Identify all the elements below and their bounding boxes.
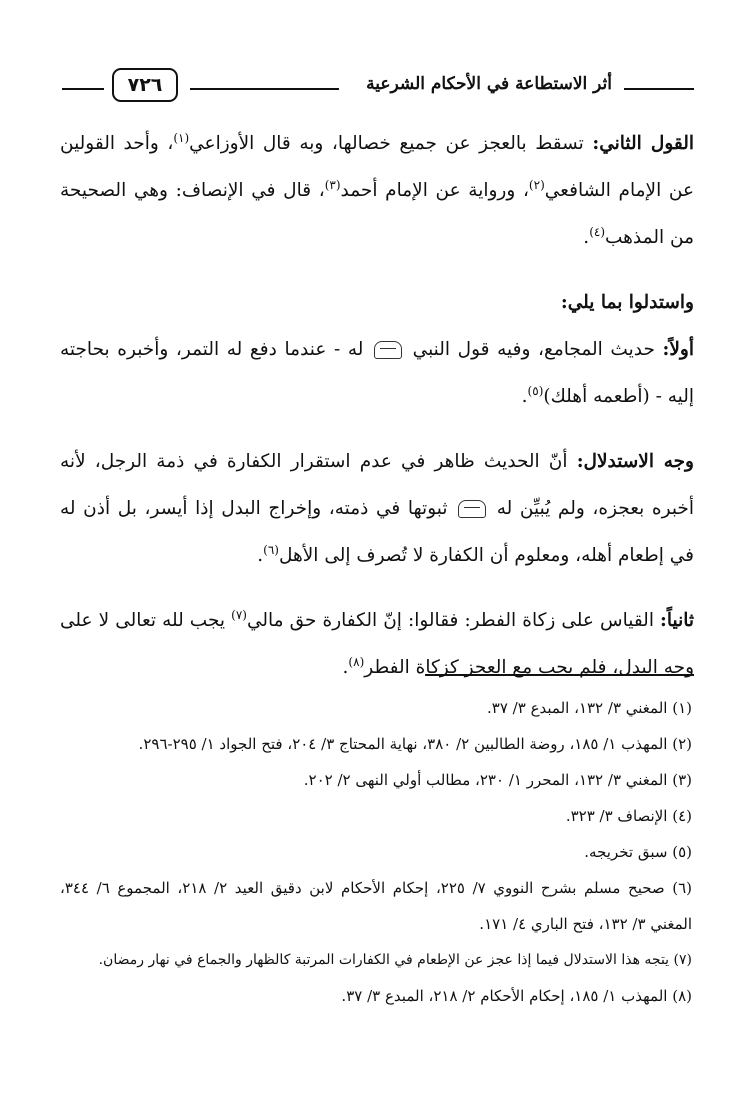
footnote-ref: (٥): [527, 383, 544, 398]
footnote-ref: (٤): [589, 224, 606, 239]
footnote-3: (٣) المغني ٣/ ١٣٢، المحرر ١/ ٢٣٠، مطالب أولي النهى ٢/ ٢٠٢.: [303, 771, 692, 789]
footnote-5: (٥) سبق تخريجه.: [584, 843, 692, 861]
page-number: ٧٢٦: [112, 68, 178, 102]
honorific-icon: [374, 341, 402, 359]
honorific-icon: [458, 500, 486, 518]
footnote-ref: (٨): [348, 654, 365, 669]
paragraph-lead: القول الثاني:: [592, 133, 695, 154]
footnote-1: (١) المغني ٣/ ١٣٢، المبدع ٣/ ٣٧.: [487, 699, 692, 717]
header-rule: [190, 88, 339, 90]
header-rule: [624, 88, 694, 90]
footnote-separator: [425, 674, 694, 676]
paragraph-first-evidence: أولاً: حديث المجامع، وفيه قول النبي له - عندما دفع له التمر، وأخبره بحاجته إليه - (أطعمه أهلك)$^{(٥)}$.: [60, 339, 694, 407]
footnote-ref: (٦): [263, 542, 279, 557]
footnote-6: (٦) صحيح مسلم بشرح النووي ٧/ ٢٢٥، إحكام الأحكام لابن دقيق العيد ٢/ ٢١٨، المجموع ٦/ ٣٤٤، المغني ٣/ ١٣٢، فتح الباري ٤/ ١٧١.: [60, 879, 693, 933]
paragraph-evidence-intro: [60, 279, 694, 326]
paragraph-lead: واستدلوا بما يلي:: [560, 292, 694, 313]
paragraph-lead: وجه الاستدلال:: [576, 451, 694, 472]
footnote-ref: (٢): [528, 177, 545, 192]
running-title: أثر الاستطاعة في الأحكام الشرعية: [366, 74, 612, 94]
footnote-8: (٨) المهذب ١/ ١٨٥، إحكام الأحكام ٢/ ٢١٨، المبدع ٣/ ٣٧.: [341, 987, 692, 1005]
paragraph-lead: ثانياً:: [660, 610, 694, 631]
main-text: [60, 120, 694, 691]
page-header: [62, 66, 694, 110]
paragraph-inference: وجه الاستدلال: أنّ الحديث ظاهر في عدم استقرار الكفارة في ذمة الرجل، لأنه أخبره بعجزه، ولم يُبيِّن له ثبوتها في ذمته، وإخراج البدل إذا أيسر، بل أذن له في إطعام أهله، ومعلوم أن الكفارة لا تُصرف إلى الأهل$^{(٦)}$.: [60, 451, 694, 566]
footnote-2: (٢) المهذب ١/ ١٨٥، روضة الطالبين ٢/ ٣٨٠، نهاية المحتاج ٣/ ٢٠٤، فتح الجواد ١/ ٢٩٥-٢٩٦.: [138, 735, 692, 753]
footnote-ref: (١): [173, 130, 190, 145]
header-rule: [62, 88, 104, 90]
footnote-ref: (٣): [324, 177, 341, 192]
footnotes: [60, 690, 692, 1014]
paragraph-second-opinion: القول الثاني: تسقط بالعجز عن جميع خصالها، وبه قال الأوزاعي$^{(١)}$، وأحد القولين عن الإمام الشافعي$^{(٢)}$، ورواية عن الإمام أحمد$^{(٣)}$، قال في الإنصاف: وهي الصحيحة من المذهب$^{(٤)}$.: [60, 130, 695, 248]
footnote-7: (٧) يتجه هذا الاستدلال فيما إذا عجز عن الإطعام في الكفارات المرتبة كالظهار والجماع في نهار رمضان.: [98, 952, 692, 968]
paragraph-second-evidence: ثانياً: القياس على زكاة الفطر: فقالوا: إنّ الكفارة حق مالي$^{(٧)}$ يجب لله تعالى لا على وجه البدل، فلم يجب مع العجز كزكاة الفطر$^{(٨)}$.: [60, 607, 694, 678]
footnote-ref: (٧): [231, 607, 247, 622]
paragraph-lead: أولاً:: [662, 339, 694, 360]
footnote-4: (٤) الإنصاف ٣/ ٣٢٣.: [565, 807, 692, 825]
